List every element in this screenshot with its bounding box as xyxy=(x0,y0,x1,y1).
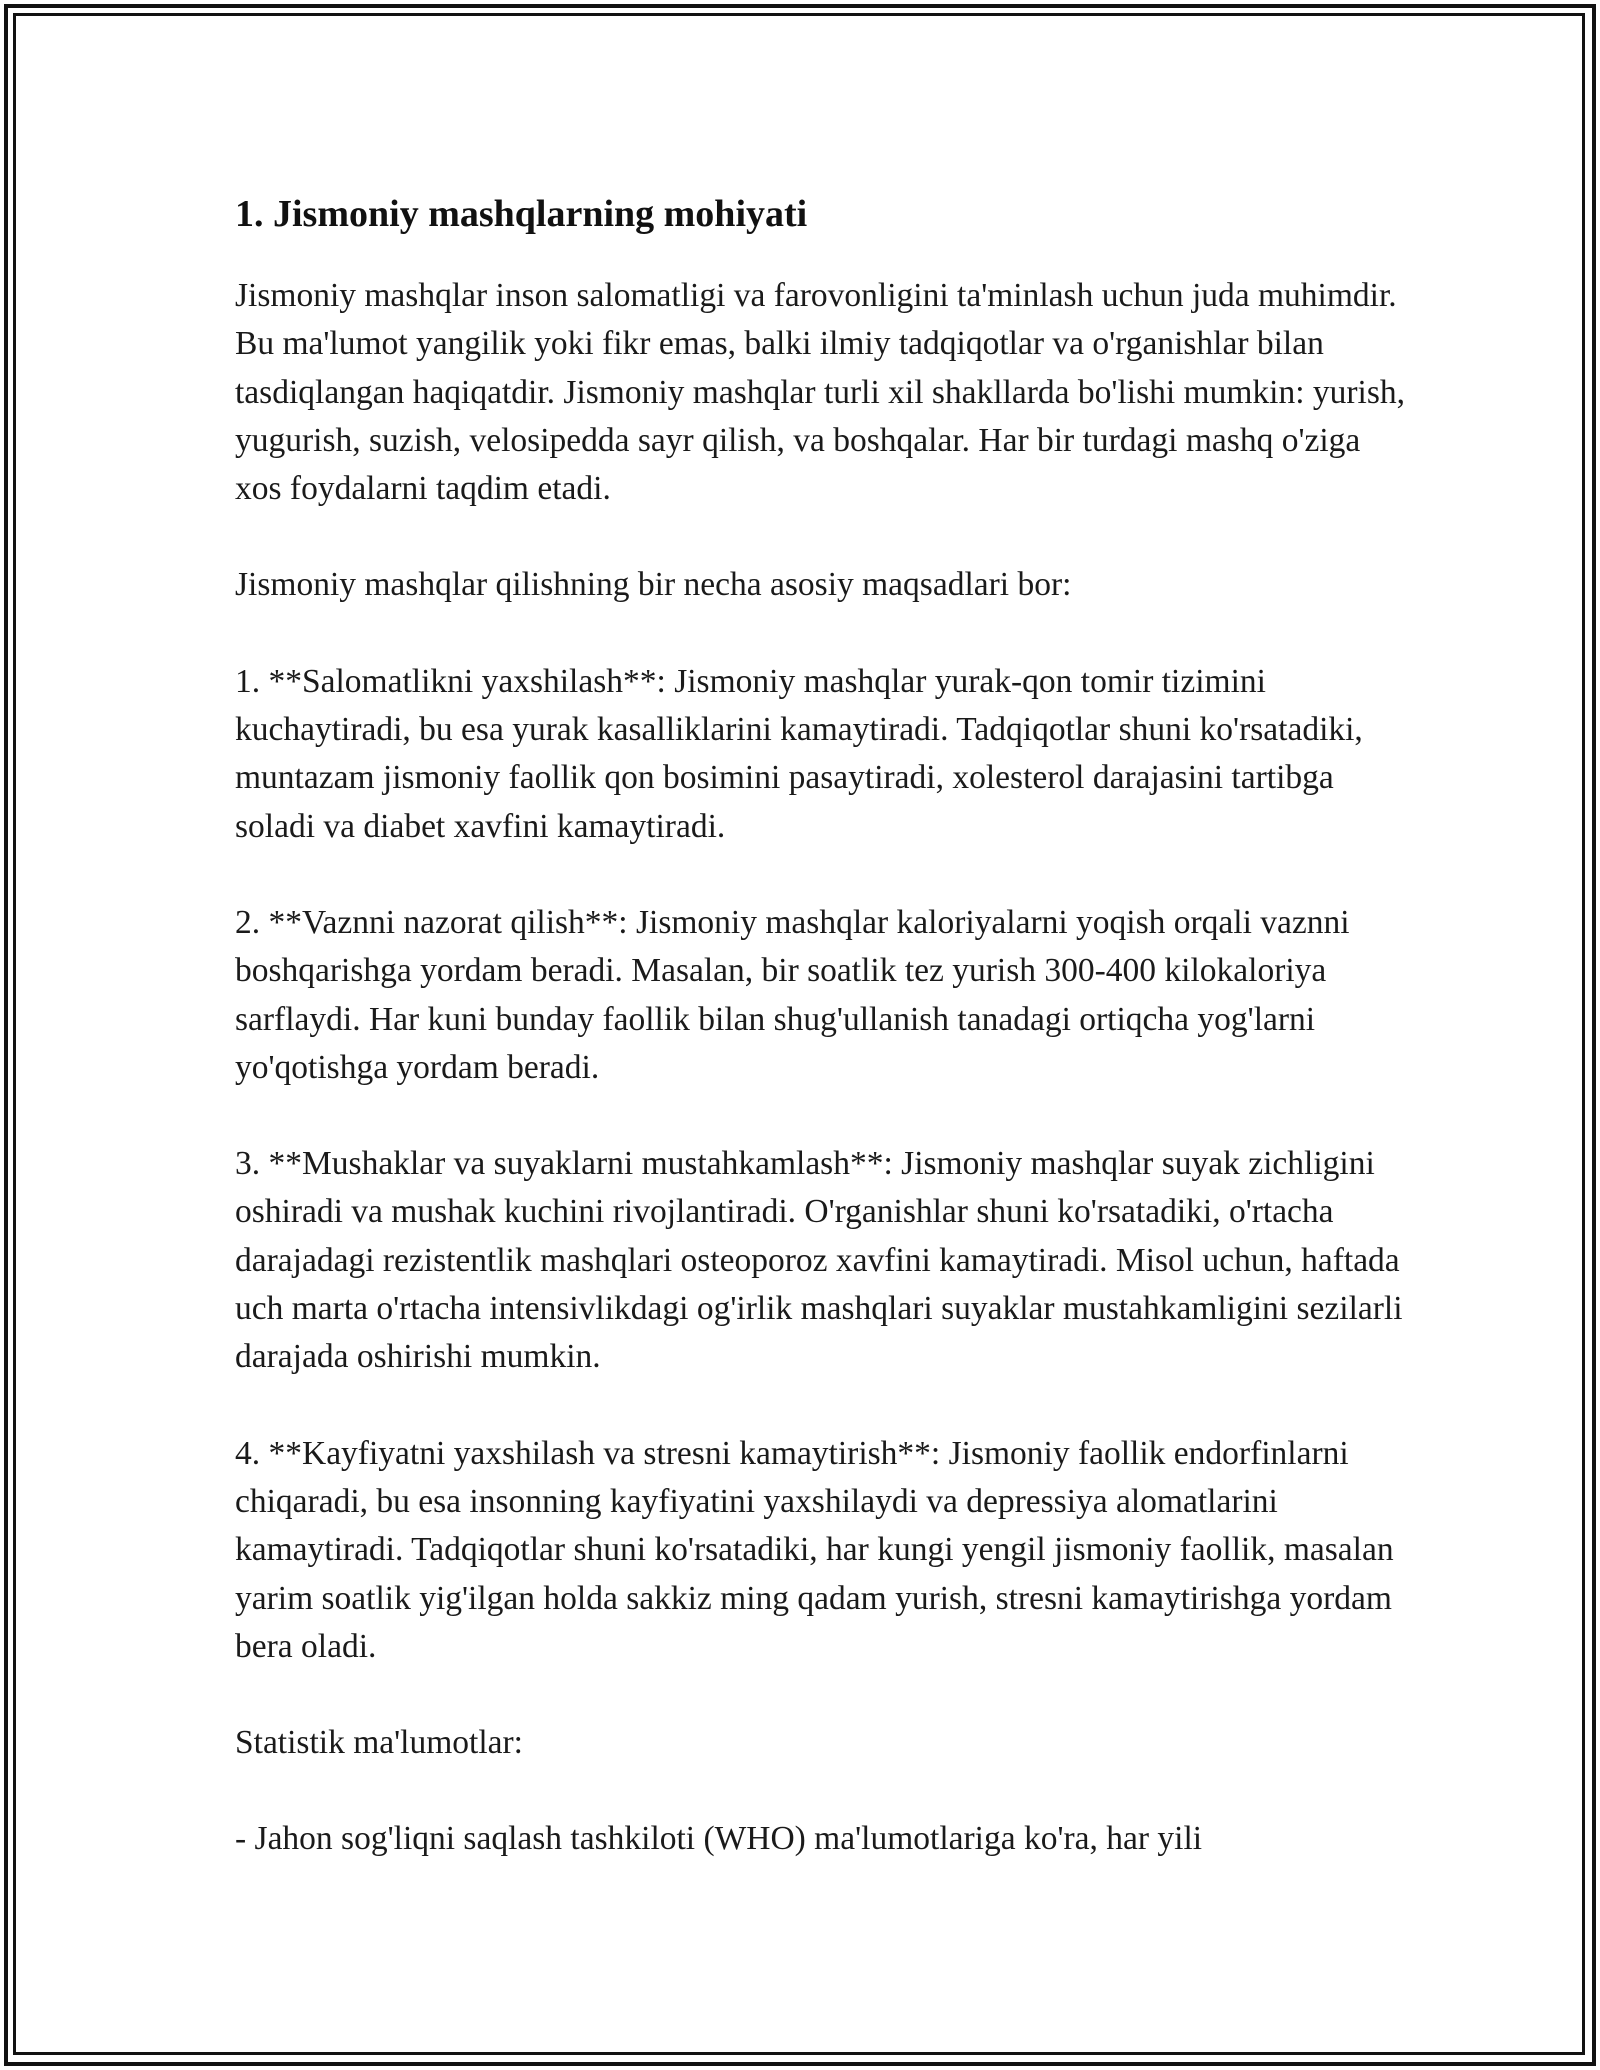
paragraph-intro: Jismoniy mashqlar inson salomatligi va farovonligini ta'minlash uchun juda muhimdir. Bu ma'lumot yangilik yoki fikr emas, balki ilmiy tadqiqotlar va o'rganishlar bilan tasdiqlangan haqiqatdir. Jismoniy mashqlar turli xil shakllarda bo'lishi mumkin: yurish, yugurish, suzish, velosipedda sayr qilish, va boshqalar. Har bir turdagi mashq o'ziga xos foydalarni taqdim etadi. xyxy=(235,277,1406,508)
list-item-weight: 2. **Vaznni nazorat qilish**: Jismoniy mashqlar kaloriyalarni yoqish orqali vaznni boshqarishga yordam beradi. Masalan, bir soatlik tez yurish 300-400 kilokaloriya sarflaydi. Har kuni bunday faollik bilan shug'ullanish tanadagi ortiqcha yog'larni yo'qotishga yordam beradi. xyxy=(235,903,1350,1086)
paragraph-goals-lead: Jismoniy mashqlar qilishning bir necha asosiy maqsadlari bor: xyxy=(235,566,1072,604)
list-item-mood-stress: 4. **Kayfiyatni yaxshilash va stresni kamaytirish**: Jismoniy faollik endorfinlarni chiqaradi, bu esa insonning kayfiyatini yaxshilaydi va depressiya alomatlarini kamaytiradi. Tadqiqotlar shuni ko'rsatadiki, har kungi yengil jismoniy faollik, masalan yarim soatlik yig'ilgan holda sakkiz ming qadam yurish, stresni kamaytirishga yordam bera oladi. xyxy=(235,1434,1394,1665)
paragraph-statistics-item: - Jahon sog'liqni saqlash tashkiloti (WHO) ma'lumotlariga ko'ra, har yili xyxy=(235,1820,1203,1858)
document-body xyxy=(235,186,1415,1864)
list-item-muscles-bones: 3. **Mushaklar va suyaklarni mustahkamlash**: Jismoniy mashqlar suyak zichligini oshiradi va mushak kuchini rivojlantiradi. O'rganishlar shuni ko'rsatadiki, o'rtacha darajadagi rezistentlik mashqlari osteoporoz xavfini kamaytiradi. Misol uchun, haftada uch marta o'rtacha intensivlikdagi og'irlik mashqlari suyaklar mustahkamligini sezilarli darajada oshirishi mumkin. xyxy=(235,1145,1403,1376)
list-item-health: 1. **Salomatlikni yaxshilash**: Jismoniy mashqlar yurak-qon tomir tizimini kuchaytiradi, bu esa yurak kasalliklarini kamaytiradi. Tadqiqotlar shuni ko'rsatadiki, muntazam jismoniy faollik qon bosimini pasaytiradi, xolesterol darajasini tartibga soladi va diabet xavfini kamaytiradi. xyxy=(235,662,1363,845)
paragraph-statistics-lead: Statistik ma'lumotlar: xyxy=(235,1724,523,1762)
section-heading: 1. Jismoniy mashqlarning mohiyati xyxy=(235,193,808,235)
